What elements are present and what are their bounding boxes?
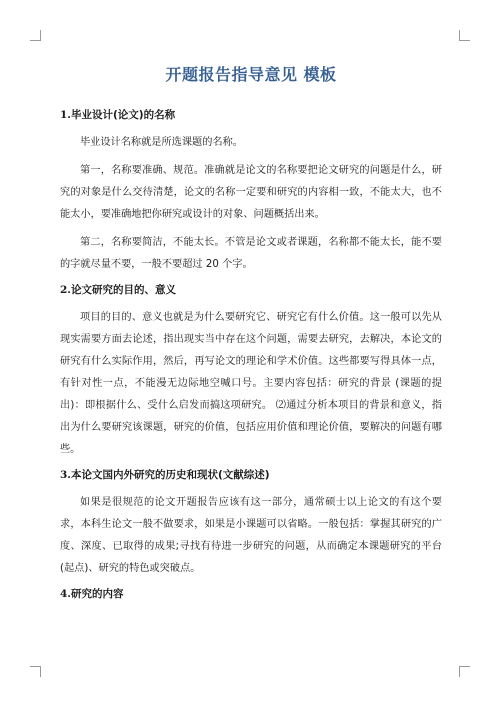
section-number: 4. (60, 588, 71, 600)
paragraph: 毕业设计名称就是所选课题的名称。 (80, 137, 243, 148)
section-number: 3. (60, 469, 71, 481)
crop-mark-bottom-left (30, 666, 41, 677)
section-heading-3 (60, 467, 442, 484)
crop-mark-top-right (459, 30, 470, 41)
section-heading-4 (60, 586, 442, 603)
document-body (60, 62, 442, 611)
document-title: 开题报告指导意见 模板 (165, 65, 337, 84)
paragraph: 项目的目的、意义也就是为什么要研究它、研究它有什么价值。这一般可以先从现实需要方面去论述，指出现实当中存在这个问题，需要去研究，去解决，本论文的研究有什么实际作用，然后，再写论文的理论和学术价值。这些都要写得具体一点，有针对性一点，不能漫无边际地空喊口号。主要内容包括：研究的背景 (课题的提出)：即根据什么、受什么启发而搞这项研究。 ⑵通过分析本项目的背景和意义，指出为什么要研究该课题，研究的价值，包括应用价值和理论价值，要解决的问题有哪些。 (60, 312, 442, 455)
paragraph: 如果是很规范的论文开题报告应该有这一部分，通常硕士以上论文的有这个要求，本科生论文一般不做要求，如果是小课题可以省略。一般包括：掌握其研究的广度、深度、已取得的成果;寻找有待进一步研究的问题，从而确定本课题研究的平台(起点)、研究的特色或突破点。 (60, 497, 442, 574)
crop-mark-top-left (30, 30, 41, 41)
section-number: 1. (60, 109, 71, 121)
section-number: 2. (60, 284, 71, 296)
section-heading-2 (60, 282, 442, 299)
section-heading-text: 论文研究的目的、意义 (70, 284, 176, 296)
paragraph: 第二，名称要简洁，不能太长。不管是论文或者课题，名称都不能太长，能不要的字就尽量不要，一般不要超过 20 个字。 (60, 237, 442, 270)
paragraph: 第一，名称要准确、规范。准确就是论文的名称要把论文研究的问题是什么，研究的对象是什么交待清楚，论文的名称一定要和研究的内容相一致，不能太大，也不能太小，要准确地把你研究或设计的对象、问题概括出来。 (60, 165, 442, 220)
section-heading-1 (60, 107, 442, 124)
section-heading-text: 研究的内容 (70, 588, 124, 600)
section-heading-text: 毕业设计(论文)的名称 (70, 109, 176, 121)
section-heading-text: 本论文国内外研究的历史和现状(文献综述) (70, 469, 270, 481)
crop-mark-bottom-right (459, 666, 470, 677)
